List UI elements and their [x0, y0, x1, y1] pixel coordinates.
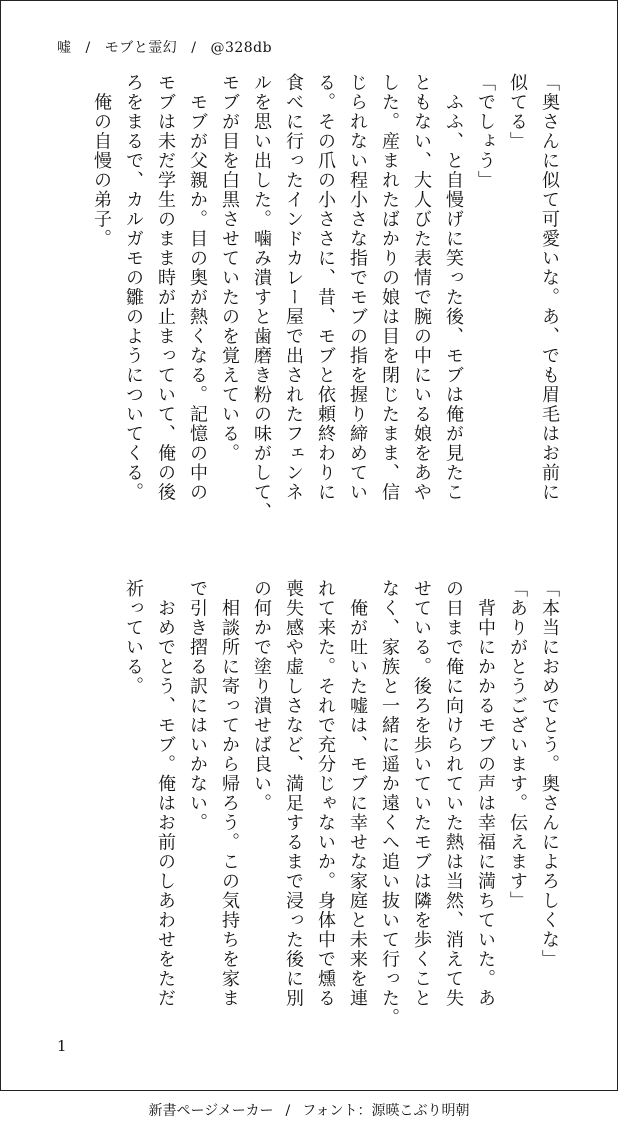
footer-maker: 新書ページメーカー: [148, 1103, 274, 1119]
text-line: モブが目を白黒させていたのを覚えている。: [219, 73, 240, 463]
text-line: ろをまるで、カルガモの雛のようについてくる。: [123, 73, 144, 502]
page-footer: [0, 1100, 618, 1120]
text-line: れて来た。それで充分じゃないか。身体中で燻る: [315, 579, 336, 1008]
text-line: モブは未だ学生のまま時が止まっていて、俺の後: [155, 73, 176, 502]
text-line: の日まで俺に向けられていた熱は当然、消えて失: [443, 579, 464, 1008]
footer-separator: /: [285, 1103, 291, 1119]
text-line: 似てる」: [507, 73, 528, 151]
text-line: 俺が吐いた嘘は、モブに幸せな家庭と未来を連: [347, 579, 368, 1008]
header-separator: /: [85, 40, 91, 56]
text-block-top: [85, 73, 565, 529]
text-line: ともない、大人びた表情で腕の中にいる娘をあや: [411, 73, 432, 502]
text-line: なく、家族と一緒に遥か遠くへ追い抜いて行った。: [379, 579, 400, 1028]
text-line: 相談所に寄ってから帰ろう。この気持ちを家ま: [219, 579, 240, 1008]
text-line: おめでとう、モブ。俺はお前のしあわせをただ: [155, 579, 176, 1008]
text-line: ふふ、と自慢げに笑った後、モブは俺が見たこ: [443, 73, 464, 502]
page-number: 1: [57, 1037, 67, 1055]
text-line: 食べに行ったインドカレー屋で出されたフェンネ: [283, 73, 304, 502]
author-handle: @328db: [210, 40, 273, 56]
text-line: る。その爪の小ささに、昔、モブと依頼終わりに: [315, 73, 336, 502]
text-line: の何かで塗り潰せば良い。: [251, 579, 272, 813]
text-line: 祈っている。: [123, 579, 144, 696]
text-line: 「奥さんに似て可愛いな。あ、でも眉毛はお前に: [539, 73, 560, 502]
text-line: で引き摺る訳にはいかない。: [187, 579, 208, 833]
text-line: 俺の自慢の弟子。: [91, 73, 112, 249]
text-block-bottom: [117, 579, 565, 1028]
text-line: モブが父親か。目の奥が熱くなる。記憶の中の: [187, 73, 208, 502]
text-line: ルを思い出した。噛み潰すと歯磨き粉の味がして、: [251, 73, 272, 522]
text-line: じられない程小さな指でモブの指を握り締めてい: [347, 73, 368, 502]
text-line: 喪失感や虚しさなど、満足するまで浸った後に別: [283, 579, 304, 1008]
text-line: 「本当におめでとう。奥さんによろしくな」: [539, 579, 560, 969]
header-separator: /: [191, 40, 197, 56]
text-line: 背中にかかるモブの声は幸福に満ちていた。あ: [475, 579, 496, 1008]
series-name: モブと霊幻: [104, 40, 178, 56]
footer-font: フォント：源暎こぶり明朝: [302, 1103, 470, 1119]
text-line: した。産まれたばかりの娘は目を閉じたまま、信: [379, 73, 400, 502]
page-header: [57, 37, 272, 57]
text-line: せている。後ろを歩いていたモブは隣を歩くこと: [411, 579, 432, 1008]
story-title: 嘘: [57, 40, 72, 56]
text-line: 「でしょう」: [475, 73, 496, 190]
text-line: 「ありがとうございます。伝えます」: [507, 579, 528, 911]
